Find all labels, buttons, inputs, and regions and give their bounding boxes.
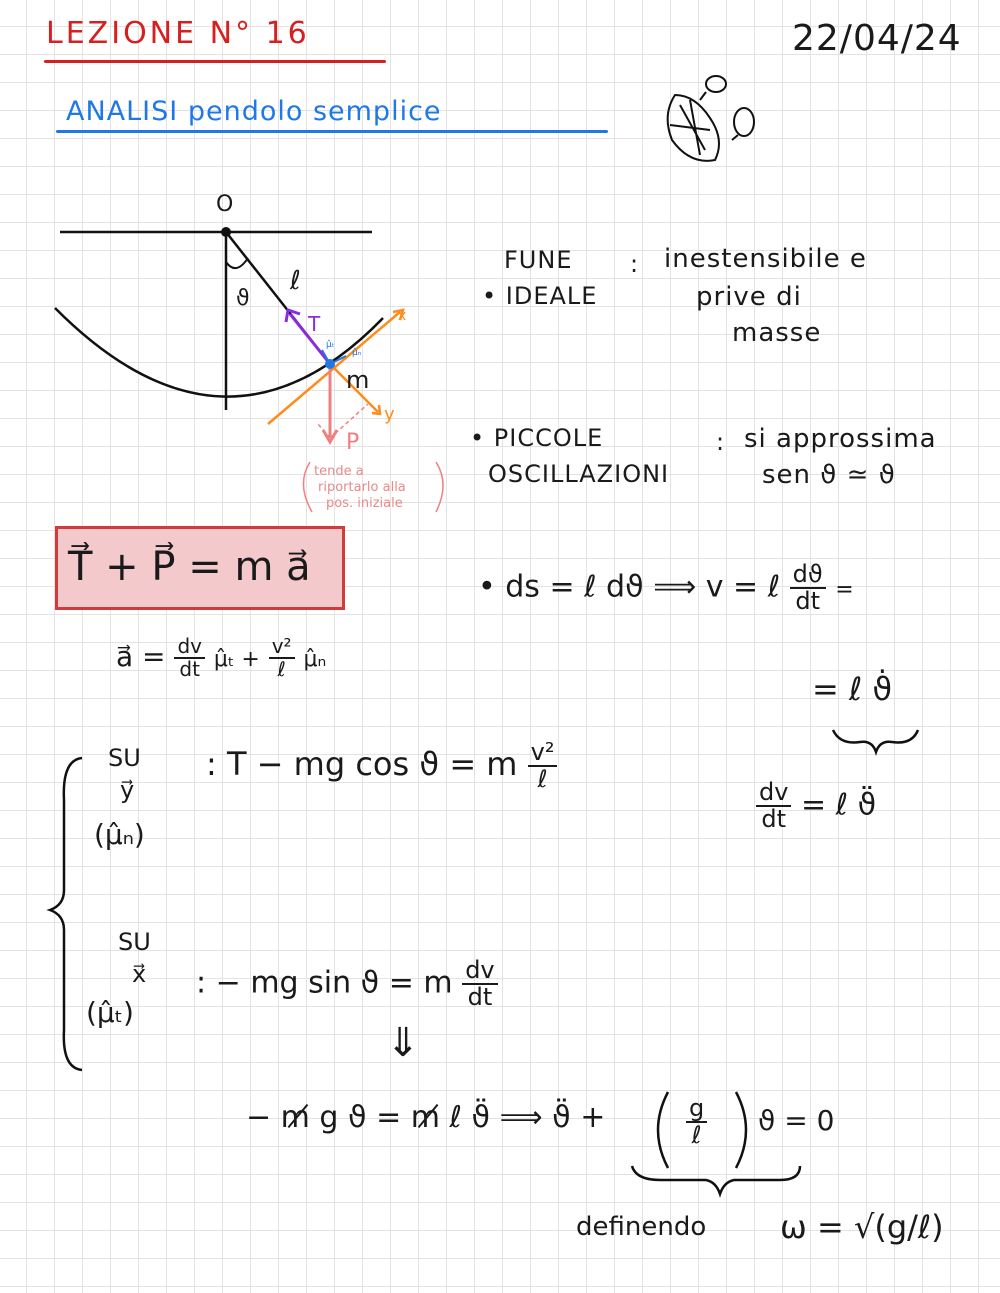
eq-y-lhs: : T − mg cos ϑ = m [206,745,518,784]
accel-rest-2: μ̂ₙ [303,647,327,672]
fune-bullet: • IDEALE [482,282,598,310]
ds-frac-num: dϑ [790,562,826,589]
fune-desc-3: masse [732,318,822,348]
final-frac-den: ℓ [691,1121,702,1150]
final-equation-rhs: ϑ = 0 [758,1104,835,1137]
accel-equation [116,636,326,680]
newton-law-equation: T⃗ + P⃗ = m a⃗ [68,544,311,590]
fune-desc-2: prive di [696,282,802,312]
underbrace [833,730,918,752]
eq-y-frac-den: ℓ [537,765,548,794]
eq-y-frac [528,740,558,792]
su-x-vector: x⃗ [132,960,147,988]
dvdt-rhs: = ℓ ϑ̈ [800,787,877,823]
ds-trailing-eq: = [835,577,854,603]
su-x-unit: (μ̂ₜ) [86,996,134,1029]
lesson-date: 22/04/24 [792,18,962,59]
piccole-desc-1: si approssima [744,424,937,454]
diagram-length-label: ℓ [290,266,301,296]
final-frac [686,1096,707,1148]
definendo-label: definendo [576,1212,707,1242]
accel-frac-2-den: ℓ [277,657,286,681]
accel-lhs: a⃗ = [116,640,166,673]
diagram-tension-label: T [308,312,321,336]
eq-y-frac-num: v² [528,740,558,767]
fune-label: FUNE [504,246,573,274]
ldot-equation: = ℓ ϑ̇ [812,670,893,708]
system-brace [50,758,82,1070]
diagram-note-1: tende a [314,464,364,479]
diagram-unit-t: μ̂ₜ [326,340,335,350]
diagram-angle-label: ϑ [236,286,250,311]
accel-frac-2-num: v² [269,636,295,659]
trajectory-arc [55,308,383,397]
eq-x-lhs: : − mg sin ϑ = m [196,965,453,1001]
diagram-unit-n: μ̂ₙ [352,348,362,358]
su-x-label: SU [118,928,151,956]
diagram-axis-x: x [398,308,407,324]
ds-equation [478,562,854,614]
accel-frac-1-num: dv [174,636,205,659]
fune-colon: : [630,250,640,278]
accel-frac-1-den: dt [179,657,200,681]
diagram-note-2: riportarlo alla [318,480,406,495]
eq-x-frac [462,958,497,1010]
diagram-point-o: O [216,192,234,217]
piccole-colon: : [716,428,726,456]
dvdt-frac [756,780,791,832]
final-equation-lhs: − m̸ g ϑ = m̸ ℓ ϑ̈ ⟹ ϑ̈ + [246,1100,606,1135]
eq-x-frac-num: dv [462,958,497,985]
eq-x-frac-den: dt [467,983,493,1012]
eq-x [196,958,498,1010]
ds-lhs: • ds = ℓ dϑ ⟹ v = ℓ [478,569,781,605]
accel-rest-1: μ̂ₜ + [213,647,260,672]
final-frac-num: g [686,1096,707,1123]
eq-y [206,740,557,792]
diagram-note-3: pos. iniziale [326,496,403,511]
piccole-desc-2: sen ϑ ≃ ϑ [762,460,896,490]
diagram-axis-y: y [384,404,395,425]
dvdt-frac-num: dv [756,780,791,807]
accel-frac-1 [174,636,205,680]
implies-arrow: ⇓ [386,1020,420,1066]
dvdt-equation [756,780,876,832]
final-underbrace [632,1166,800,1194]
su-y-label: SU [108,744,141,772]
angle-arc [226,258,248,268]
omega-definition: ω = √(g/ℓ) [780,1208,944,1246]
piccole-label: • PICCOLE [470,424,604,452]
dvdt-frac-den: dt [761,805,787,834]
accel-frac-2 [269,636,295,680]
lesson-title: LEZIONE N° 16 [46,16,310,51]
piccole-label-2: OSCILLAZIONI [488,460,670,488]
doodle-icon [668,76,754,161]
diagram-weight-label: P [346,430,360,455]
fune-desc-1: inestensibile e [664,244,867,274]
final-frac-inner [686,1096,707,1148]
ds-frac-den: dt [795,587,821,616]
ds-frac [790,562,826,614]
su-y-vector: y⃗ [120,776,135,804]
lesson-subtitle: ANALISI pendolo semplice [66,96,442,127]
su-y-unit: (μ̂ₙ) [94,818,145,851]
diagram-mass-label: m [346,366,370,394]
